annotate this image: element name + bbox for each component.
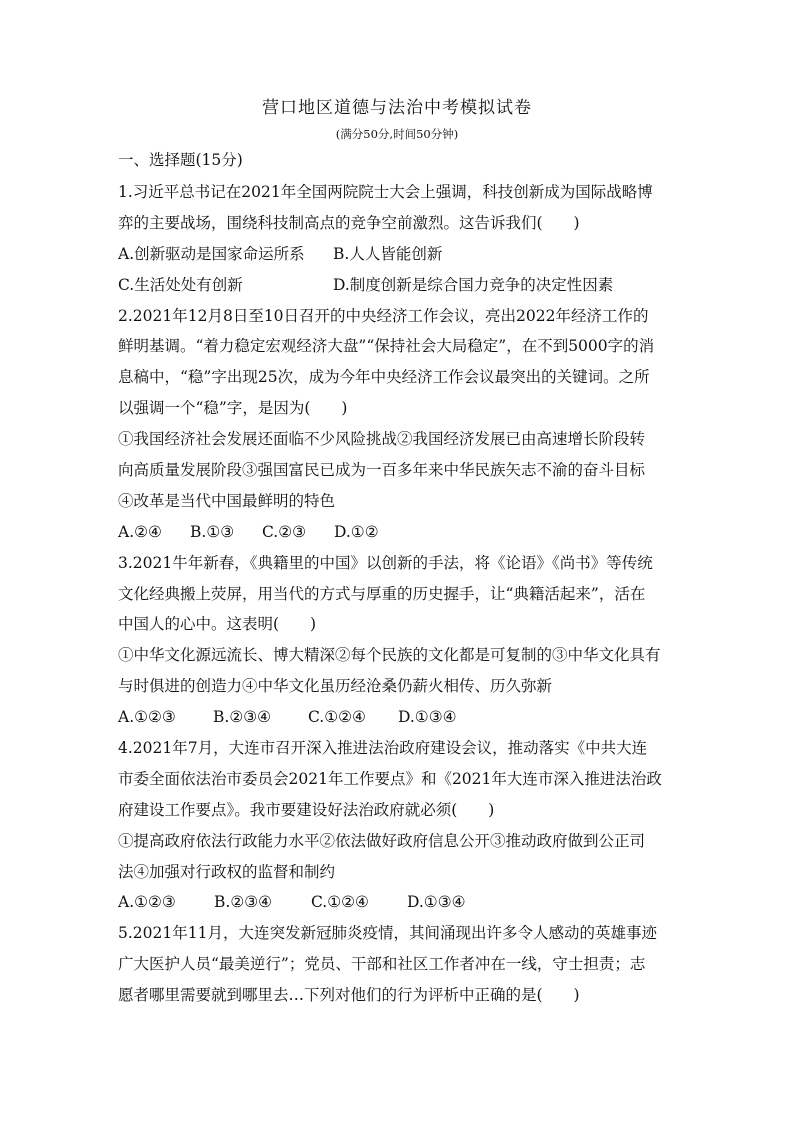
page-subtitle: (满分50分,时间50分钟) — [335, 127, 459, 141]
question-2-line-3: 息稿中，“稳”字出现25次，成为今年中央经济工作会议最突出的关键词。之所 — [118, 368, 650, 387]
question-3-line-3: 中国人的心中。这表明( ) — [118, 615, 317, 634]
question-1-option-b: B.人人皆能创新 — [333, 244, 443, 263]
question-2-option-a: A.②④ — [118, 522, 162, 541]
question-3-line-2: 文化经典搬上荧屏，用当代的方式与厚重的历史握手，让“典籍活起来”，活在 — [118, 584, 646, 603]
question-4-options — [118, 887, 678, 918]
question-1-line-1: 1.习近平总书记在2021年全国两院院士大会上强调，科技创新成为国际战略博 — [118, 183, 653, 201]
question-4-line-3: 府建设工作要点》。我市要建设好法治政府就必须( ) — [118, 800, 495, 819]
question-2-option-b: B.①③ — [190, 522, 235, 541]
question-3-option-c: C.①②④ — [308, 708, 366, 727]
question-4-line-1: 4.2021年7月，大连市召开深入推进法治政府建设会议，推动落实《中共大连 — [118, 739, 648, 758]
question-1-option-d: D.制度创新是综合国力竞争的决定性因素 — [333, 275, 614, 294]
question-4-line-2: 市委全面依法治市委员会2021年工作要点》和《2021年大连市深入推进法治政 — [118, 769, 662, 788]
question-2-line-4: 以强调一个“稳”字，是因为( ) — [118, 399, 348, 418]
question-2-option-d: D.①② — [334, 522, 379, 541]
question-4-option-c: C.①②④ — [311, 893, 369, 912]
question-2-line-5: ①我国经济社会发展还面临不少风险挑战②我国经济发展已由高速增长阶段转 — [118, 430, 646, 449]
question-4-option-d: D.①③④ — [407, 893, 466, 912]
question-3-line-4: ①中华文化源远流长、博大精深②每个民族的文化都是可复制的③中华文化具有 — [118, 646, 661, 665]
question-2-line-6: 向高质量发展阶段③强国富民已成为一百多年来中华民族矢志不渝的奋斗目标 — [118, 461, 646, 480]
question-4-option-b: B.②③④ — [214, 893, 273, 912]
question-2-option-c: C.②③ — [262, 522, 307, 541]
question-5-line-1: 5.2021年11月，大连突发新冠肺炎疫情，其间涌现出许多令人感动的英雄事迹 — [118, 924, 657, 943]
question-3-option-b: B.②③④ — [213, 708, 272, 727]
question-1-option-c: C.生活处处有创新 — [118, 275, 243, 294]
question-list — [118, 177, 678, 1011]
question-2-line-7: ④改革是当代中国最鲜明的特色 — [118, 491, 336, 510]
question-4-line-4: ①提高政府依法行政能力水平②依法做好政府信息公开③推动政府做到公正司 — [118, 831, 646, 850]
question-3-option-d: D.①③④ — [398, 708, 457, 727]
question-2-line-2: 鲜明基调。“着力稳定宏观经济大盘”“保持社会大局稳定”，在不到5000字的消 — [118, 337, 655, 356]
page-title: 营口地区道德与法治中考模拟试卷 — [262, 98, 532, 118]
question-1-option-a: A.创新驱动是国家命运所系 — [118, 244, 305, 263]
section-heading: 一、选择题(15分) — [118, 151, 243, 169]
question-4-option-a: A.①②③ — [118, 893, 176, 912]
question-1-line-2: 弈的主要战场，围绕科技制高点的竞争空前激烈。这告诉我们( ) — [118, 213, 580, 232]
question-5-line-3: 愿者哪里需要就到哪里去…下列对他们的行为评析中正确的是( ) — [118, 986, 580, 1005]
question-3-line-5: 与时俱进的创造力④中华文化虽历经沧桑仍薪火相传、历久弥新 — [118, 677, 553, 696]
question-3-options — [118, 702, 678, 733]
question-1-options-row-1 — [118, 239, 678, 270]
question-3-option-a: A.①②③ — [118, 708, 176, 727]
question-1-options-row-2 — [118, 270, 678, 301]
question-2-line-1: 2.2021年12月8日至10日召开的中央经济工作会议，亮出2022年经济工作的 — [118, 306, 649, 325]
question-2-options — [118, 517, 678, 548]
question-4-line-5: 法④加强对行政权的监督和制约 — [118, 862, 336, 881]
question-3-line-1: 3.2021牛年新春，《典籍里的中国》以创新的手法，将《论语》《尚书》等传统 — [118, 553, 653, 572]
question-5-line-2: 广大医护人员“最美逆行”；党员、干部和社区工作者冲在一线，守士担责；志 — [118, 955, 646, 974]
